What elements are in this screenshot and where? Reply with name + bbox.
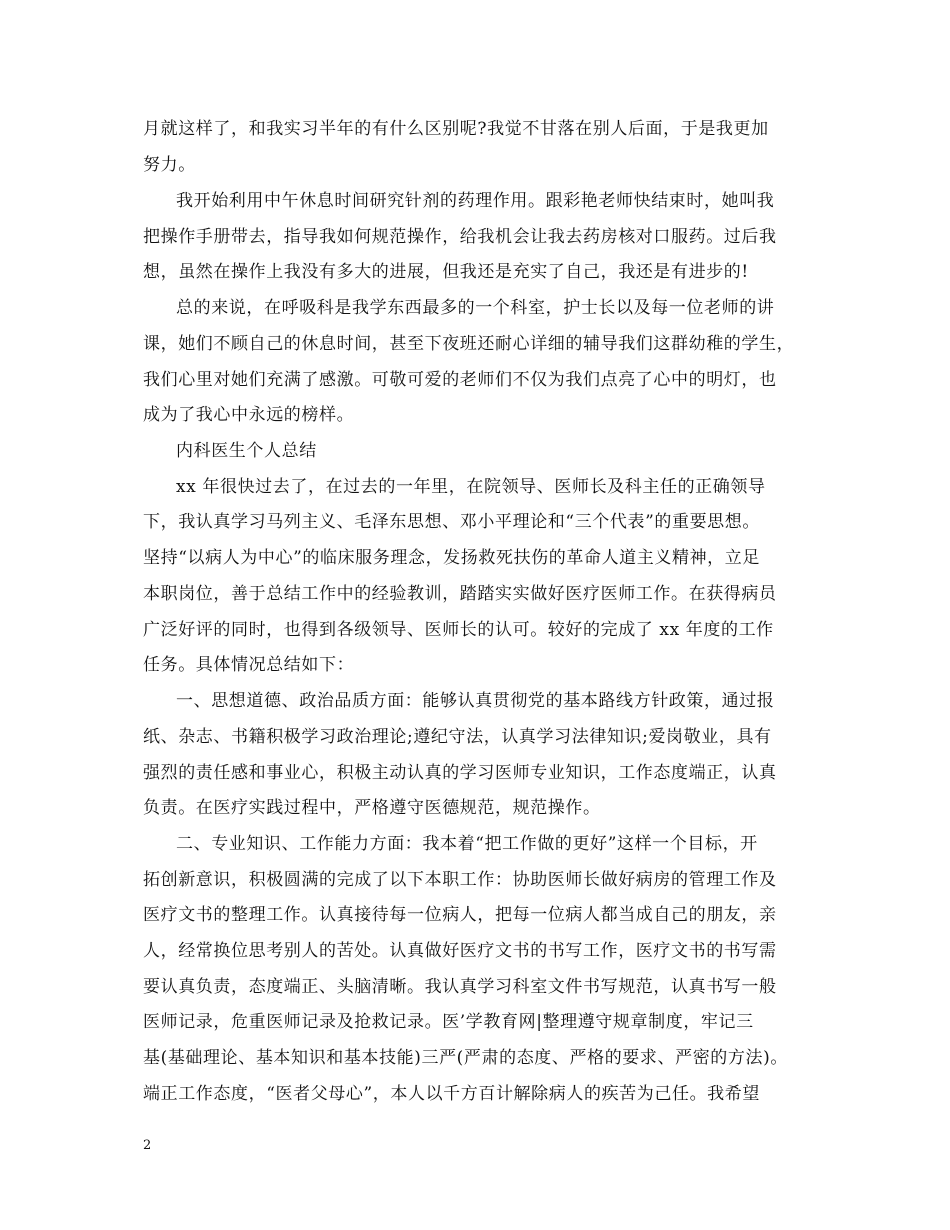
text-line: 任务。具体情况总结如下： — [143, 655, 355, 675]
text-line: 拓创新意识，积极圆满的完成了以下本职工作：协助医师长做好病房的管理工作及 — [143, 870, 777, 890]
text-line: 成为了我心中永远的榜样。 — [143, 405, 355, 425]
text-line: xx 年很快过去了，在过去的一年里，在院领导、医师长及科主任的正确领导 — [176, 477, 766, 497]
page-number: 2 — [143, 1138, 152, 1153]
section-heading: 内科医生个人总结 — [176, 441, 317, 461]
text-line: 坚持“以病人为中心”的临床服务理念，发扬救死扶伤的革命人道主义精神，立足 — [143, 548, 760, 568]
text-line: 月就这样了，和我实习半年的有什么区别呢?我觉不甘落在别人后面，于是我更加 — [143, 119, 769, 139]
text-line: 我们心里对她们充满了感激。可敬可爱的老师们不仅为我们点亮了心中的明灯，也 — [143, 370, 777, 390]
text-line: 努力。 — [143, 155, 196, 175]
text-line: 一、思想道德、政治品质方面：能够认真贯彻党的基本路线方针政策，通过报 — [176, 691, 775, 711]
text-line: 医疗文书的整理工作。认真接待每一位病人，把每一位病人都当成自己的朋友，亲 — [143, 905, 777, 925]
text-line: 本职岗位，善于总结工作中的经验教训，踏踏实实做好医疗医师工作。在获得病员 — [143, 584, 777, 604]
text-line: 人，经常换位思考别人的苦处。认真做好医疗文书的书写工作，医疗文书的书写需 — [143, 941, 777, 961]
text-line: 想，虽然在操作上我没有多大的进展，但我还是充实了自己，我还是有进步的! — [143, 262, 749, 282]
text-line: 医师记录，危重医师记录及抢救记录。医’学教育网|整理遵守规章制度，牢记三 — [143, 1012, 754, 1032]
text-line: 强烈的责任感和事业心，积极主动认真的学习医师专业知识，工作态度端正，认真 — [143, 763, 777, 783]
text-line: 端正工作态度，“医者父母心”，本人以千方百计解除病人的疾苦为己任。我希望 — [143, 1084, 760, 1104]
text-line: 下，我认真学习马列主义、毛泽东思想、邓小平理论和“三个代表”的重要思想。 — [143, 512, 760, 532]
text-line: 要认真负责，态度端正、头脑清晰。我认真学习科室文件书写规范，认真书写一般 — [143, 977, 777, 997]
text-line: 我开始利用中午休息时间研究针剂的药理作用。跟彩艳老师快结束时，她叫我 — [176, 191, 775, 211]
text-line: 总的来说，在呼吸科是我学东西最多的一个科室，护士长以及每一位老师的讲 — [176, 298, 775, 318]
text-line: 负责。在医疗实践过程中，严格遵守医德规范，规范操作。 — [143, 798, 601, 818]
text-line: 广泛好评的同时，也得到各级领导、医师长的认可。较好的完成了 xx 年度的工作 — [143, 620, 774, 640]
text-line: 课，她们不顾自己的休息时间，甚至下夜班还耐心详细的辅导我们这群幼稚的学生， — [143, 334, 795, 354]
text-line: 基(基础理论、基本知识和基本技能)三严(严肃的态度、严格的要求、严密的方法)。 — [143, 1048, 788, 1068]
text-line: 纸、杂志、书籍积极学习政治理论;遵纪守法，认真学习法律知识;爱岗敬业，具有 — [143, 727, 772, 747]
text-line: 把操作手册带去，指导我如何规范操作，给我机会让我去药房核对口服药。过后我 — [143, 227, 777, 247]
text-line: 二、专业知识、工作能力方面：我本着“把工作做的更好”这样一个目标，开 — [176, 834, 758, 854]
